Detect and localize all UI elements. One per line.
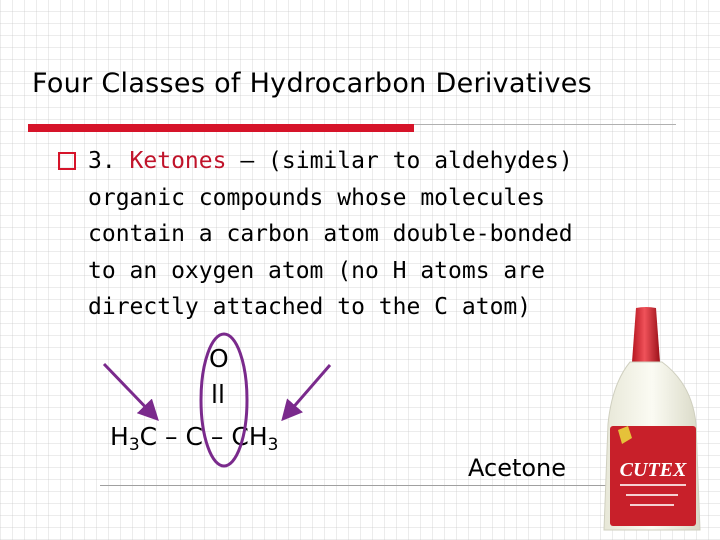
formula-left-subscript: 3 — [128, 435, 140, 455]
acetone-bottle-image — [596, 306, 706, 534]
formula-left-c: C – — [139, 422, 186, 451]
bottom-rule — [100, 485, 676, 486]
bullet-line-4: to an oxygen atom (no H atoms are — [88, 257, 545, 284]
slide-title: Four Classes of Hydrocarbon Derivatives — [32, 68, 593, 99]
formula-right-ch: – CH — [202, 422, 268, 451]
formula-left-h: H — [110, 422, 129, 451]
right-arrow — [284, 365, 330, 418]
bottle-cap — [632, 307, 660, 362]
left-arrow — [104, 364, 156, 418]
carbonyl-highlight-oval — [201, 334, 247, 466]
formula-right-subscript: 3 — [267, 435, 279, 455]
bullet-line-5: directly attached to the C atom) — [88, 294, 532, 320]
formula-double-bond: ll — [211, 380, 225, 409]
formula-oxygen: O — [209, 344, 229, 373]
image-caption: Acetone — [468, 454, 567, 482]
formula-center-c: C — [185, 422, 203, 451]
bullet-line-2: organic compounds whose molecules — [88, 184, 545, 211]
bullet-line-3: contain a carbon atom double-bonded — [88, 221, 573, 247]
keyword-ketones: Ketones — [129, 148, 227, 174]
bullet-number: 3. — [88, 148, 130, 174]
bullet-line-1-rest: – (similar to aldehydes) — [226, 148, 573, 174]
bottle-brand-text: CUTEX — [619, 459, 687, 481]
